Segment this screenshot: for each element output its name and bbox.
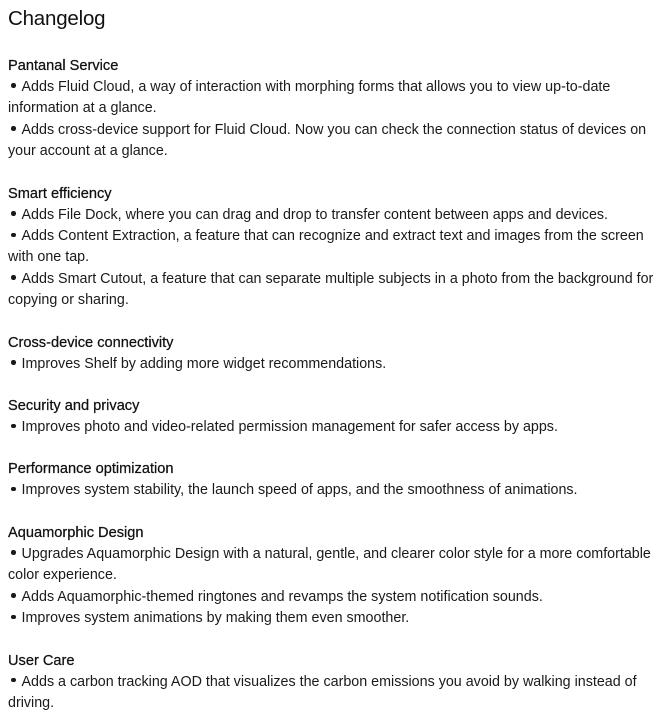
section-item-list [8, 544, 667, 630]
list-item [8, 608, 667, 629]
section-item-list [8, 480, 667, 501]
bullet-icon [11, 593, 16, 598]
list-item-text: Adds Content Extraction, a feature that can recognize and extract text and images from the screen with one tap. [8, 228, 644, 266]
section-item-list [8, 672, 667, 715]
list-item-text: Improves system animations by making them even smoother. [21, 610, 410, 627]
list-item [8, 587, 667, 608]
bullet-icon [11, 615, 16, 620]
list-item-text: Adds a carbon tracking AOD that visualizes the carbon emissions you avoid by walking instead of driving. [8, 673, 637, 711]
list-item [8, 120, 667, 163]
page-title: Changelog [8, 7, 106, 30]
list-item-text: Improves system stability, the launch speed of apps, and the smoothness of animations. [21, 482, 578, 499]
list-item [8, 269, 667, 312]
section-heading: User Care [8, 652, 75, 669]
list-item-text: Upgrades Aquamorphic Design with a natural, gentle, and clearer color style for a more comfortable color experience. [8, 545, 651, 584]
bullet-icon [11, 678, 16, 683]
section-item-list [8, 354, 667, 375]
changelog-section [8, 56, 667, 163]
section-item-list [8, 205, 667, 312]
bullet-icon [11, 487, 16, 492]
section-heading: Pantanal Service [8, 58, 119, 74]
list-item-text: Improves photo and video-related permission management for safer access by apps. [21, 419, 558, 436]
bullet-icon [11, 275, 16, 280]
bullet-icon [11, 360, 16, 365]
list-item [8, 672, 667, 715]
changelog-section [8, 651, 667, 715]
changelog-section [8, 459, 667, 501]
list-item [8, 417, 667, 438]
list-item [8, 544, 667, 587]
bullet-icon [11, 83, 16, 88]
list-item [8, 205, 667, 226]
list-item-text: Adds File Dock, where you can drag and drop to transfer content between apps and devices. [21, 206, 609, 223]
changelog-section [8, 333, 667, 375]
list-item-text: Adds Fluid Cloud, a way of interaction with morphing forms that allows you to view up-to-date information at a glance. [8, 79, 611, 117]
list-item [8, 480, 667, 501]
section-item-list [8, 417, 667, 438]
section-item-list [8, 77, 667, 163]
bullet-icon [11, 233, 16, 238]
list-item [8, 226, 667, 269]
list-item-text: Adds Smart Cutout, a feature that can separate multiple subjects in a photo from the background for copying or sharing. [8, 270, 654, 309]
list-item-text: Adds Aquamorphic-themed ringtones and revamps the system notification sounds. [21, 588, 543, 605]
bullet-icon [11, 126, 16, 131]
list-item [8, 77, 667, 120]
section-heading: Performance optimization [8, 461, 174, 478]
section-heading: Cross-device connectivity [8, 334, 174, 351]
section-heading: Aquamorphic Design [8, 524, 144, 541]
list-item [8, 354, 667, 375]
section-heading: Security and privacy [8, 398, 140, 415]
changelog-section [8, 184, 667, 312]
changelog-section [8, 396, 667, 438]
section-heading: Smart efficiency [8, 185, 112, 202]
list-item-text: Improves Shelf by adding more widget recommendations. [21, 355, 387, 372]
list-item-text: Adds cross-device support for Fluid Cloud. Now you can check the connection status of devices on your account at a glance. [8, 121, 647, 160]
bullet-icon [11, 550, 16, 555]
bullet-icon [11, 424, 16, 429]
changelog-sections [8, 56, 667, 714]
changelog-section [8, 523, 667, 630]
bullet-icon [11, 211, 16, 216]
